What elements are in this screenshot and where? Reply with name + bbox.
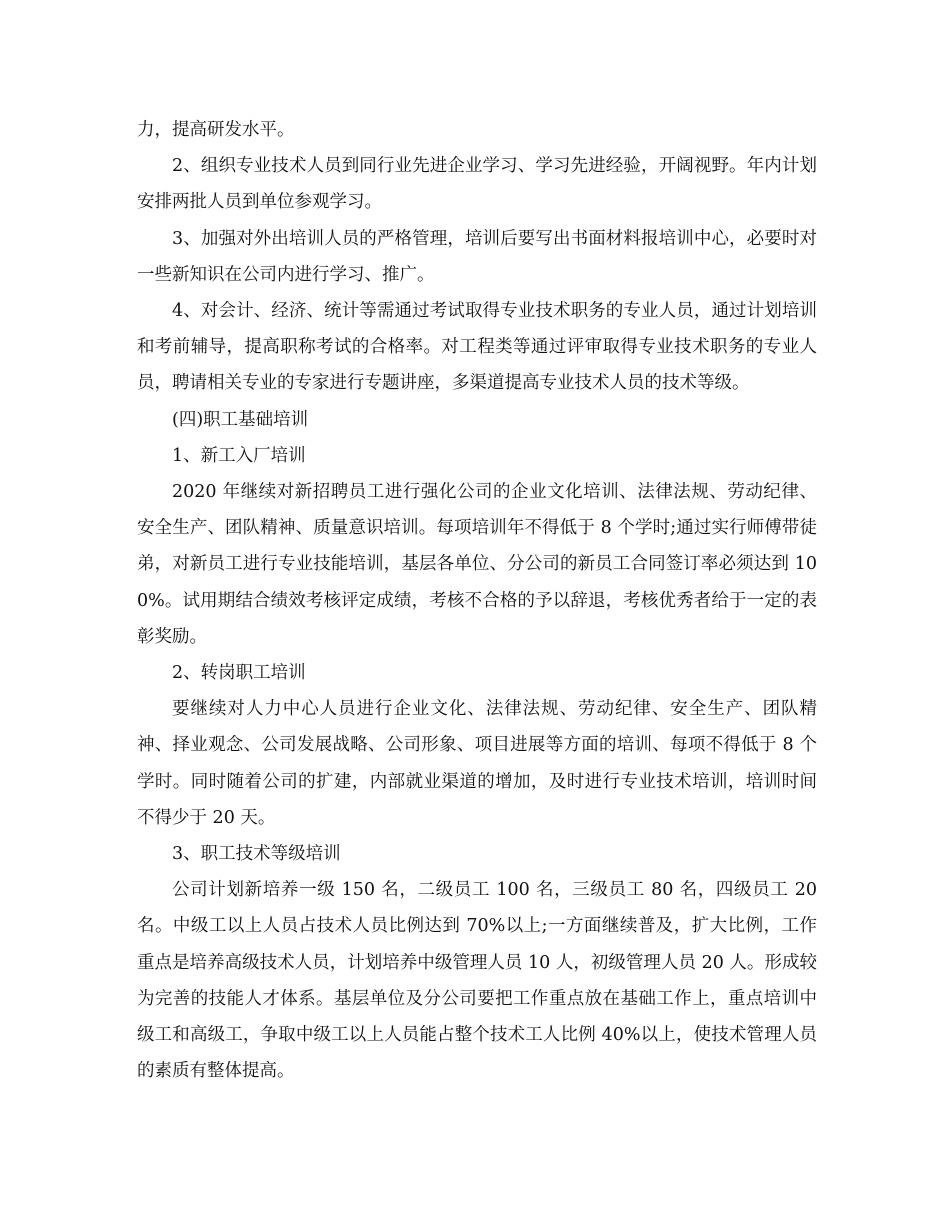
paragraph-4: 4、对会计、经济、统计等需通过考试取得专业技术职务的专业人员，通过计划培训和考前辅导，提高职称考试的合格率。对工程类等通过评审取得专业技术职务的专业人员，聘请相关专业的专家进行专题讲座，多渠道提高专业技术人员的技术等级。 <box>137 301 817 394</box>
subheading-skill-level-training: 3、职工技术等级培训 <box>172 844 341 865</box>
document-body <box>137 112 817 1089</box>
paragraph-3: 3、加强对外出培训人员的严格管理，培训后要写出书面材料报培训中心，必要时对一些新知识在公司内进行学习、推广。 <box>137 228 817 285</box>
paragraph-new-worker-training: 2020 年继续对新招聘员工进行强化公司的企业文化培训、法律法规、劳动纪律、安全生产、团队精神、质量意识培训。每项培训年不得低于 8 个学时;通过实行师傅带徒弟，对新员工进行专业技能培训，基层各单位、分公司的新员工合同签订率必须达到 100%。试用期结合绩效考核评定成绩，考核不合格的予以辞退，考核优秀者给于一定的表彰奖励。 <box>137 482 817 647</box>
subheading-transfer-training: 2、转岗职工培训 <box>172 663 306 684</box>
section-heading-4: (四)职工基础培训 <box>172 409 309 430</box>
subheading-new-worker-training: 1、新工入厂培训 <box>172 445 306 466</box>
paragraph-1: 力，提高研发水平。 <box>137 120 295 140</box>
paragraph-2: 2、组织专业技术人员到同行业先进企业学习、学习先进经验，开阔视野。年内计划安排两批人员到单位参观学习。 <box>137 156 817 213</box>
paragraph-transfer-training: 要继续对人力中心人员进行企业文化、法律法规、劳动纪律、安全生产、团队精神、择业观念、公司发展战略、公司形象、项目进展等方面的培训、每项不得低于 8 个学时。同时随着公司的扩建，内部就业渠道的增加，及时进行专业技术培训，培训时间不得少于 20 天。 <box>137 699 817 828</box>
paragraph-skill-level-training: 公司计划新培养一级 150 名，二级员工 100 名，三级员工 80 名，四级员工 20 名。中级工以上人员占技术人员比例达到 70%以上;一方面继续普及，扩大比例，工作重点是培养高级技术人员，计划培养中级管理人员 10 人，初级管理人员 20 人。形成较为完善的技能人才体系。基层单位及分公司要把工作重点放在基础工作上，重点培训中级工和高级工，争取中级工以上人员能占整个技术工人比例 40%以上，使技术管理人员的素质有整体提高。 <box>137 880 817 1082</box>
